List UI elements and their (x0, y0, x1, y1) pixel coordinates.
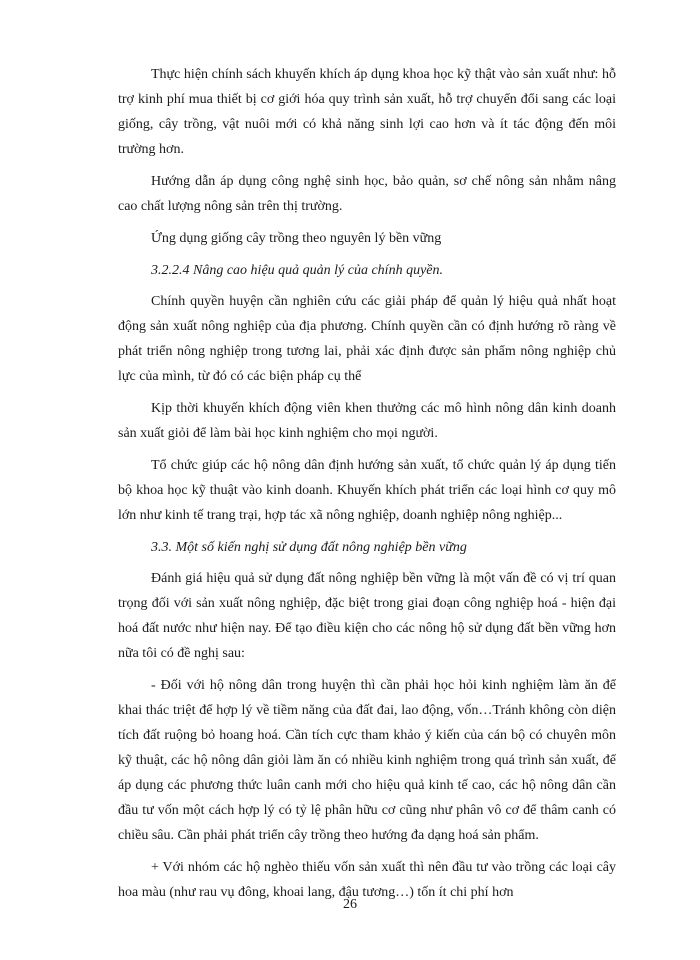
paragraph: Chính quyền huyện cần nghiên cứu các giải pháp để quản lý hiệu quả nhất hoạt động sản xuất nông nghiệp của địa phương. Chính quyền cần có định hướng rõ ràng về phát triển nông nghiệp trong tương lai, phải xác định được sản phẩm nông nghiệp chủ lực của mình, từ đó có các biện pháp cụ thể (118, 294, 616, 384)
section-heading: 3.2.2.4 Nâng cao hiệu quả quản lý của chính quyền. (151, 263, 444, 278)
paragraph: Hướng dẫn áp dụng công nghệ sinh học, bảo quản, sơ chế nông sản nhằm nâng cao chất lượng nông sản trên thị trường. (118, 174, 616, 214)
list-paragraph: + Với nhóm các hộ nghèo thiếu vốn sản xuất thì nên đầu tư vào trồng các loại cây hoa màu (như rau vụ đông, khoai lang, đậu tương…) tốn ít chi phí hơn (118, 860, 616, 900)
paragraph: Thực hiện chính sách khuyến khích áp dụng khoa học kỹ thật vào sản xuất như: hỗ trợ kinh phí mua thiết bị cơ giới hóa quy trình sản xuất, hỗ trợ chuyển đổi sang các loại giống, cây trồng, vật nuôi mới có khả năng sinh lợi cao hơn và ít tác động đến môi trường hơn. (118, 67, 616, 157)
paragraph: Ứng dụng giống cây trồng theo nguyên lý bền vững (151, 231, 442, 246)
list-paragraph: - Đối với hộ nông dân trong huyện thì cần phải học hỏi kinh nghiệm làm ăn để khai thác triệt để hợp lý về tiềm năng của đất đai, lao động, vốn…Tránh không còn diện tích đất ruộng bỏ hoang hoá. Cần tích cực tham khảo ý kiến của cán bộ có chuyên môn kỹ thuật, các hộ nông dân giỏi làm ăn có nhiều kinh nghiệm trong quá trình sản xuất, để áp dụng các phương thức luân canh mới cho hiệu quả kinh tế cao, các hộ nông dân cần đầu tư vốn một cách hợp lý có tỷ lệ phân hữu cơ cũng như phân vô cơ để thâm canh có chiều sâu. Cần phải phát triển cây trồng theo hướng đa dạng hoá sản phẩm. (118, 678, 616, 843)
paragraph: Đánh giá hiệu quả sử dụng đất nông nghiệp bền vững là một vấn đề có vị trí quan trọng đối với sản xuất nông nghiệp, đặc biệt trong giai đoạn công nghiệp hoá - hiện đại hoá đất nước như hiện nay. Để tạo điều kiện cho các nông hộ sử dụng đất bền vững hơn nữa tôi có đề nghị sau: (118, 571, 616, 661)
page-number: 26 (343, 897, 357, 912)
section-heading: 3.3. Một số kiến nghị sử dụng đất nông nghiệp bền vững (151, 540, 467, 555)
page-body (118, 62, 616, 912)
paragraph: Kịp thời khuyến khích động viên khen thưởng các mô hình nông dân kinh doanh sản xuất giỏi để làm bài học kinh nghiệm cho mọi người. (118, 401, 616, 441)
paragraph: Tổ chức giúp các hộ nông dân định hướng sản xuất, tổ chức quản lý áp dụng tiến bộ khoa học kỹ thuật vào kinh doanh. Khuyến khích phát triển các loại hình cơ quy mô lớn như kinh tế trang trại, hợp tác xã nông nghiệp, doanh nghiệp nông nghiệp... (118, 458, 616, 523)
